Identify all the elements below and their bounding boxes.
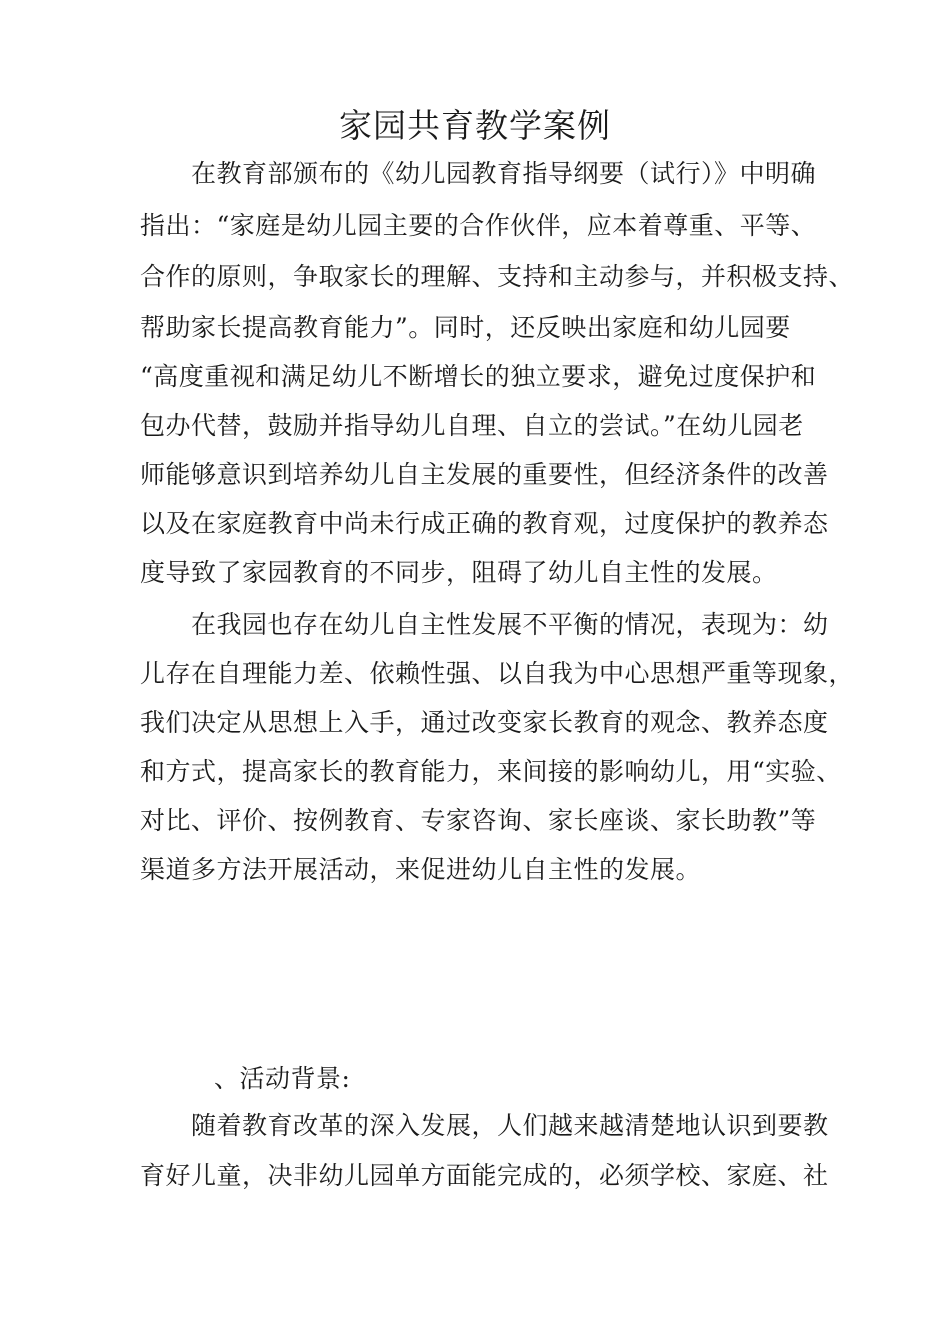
section-heading: 、活动背景:	[214, 1064, 351, 1093]
paragraph-line: 育好儿童，决非幼儿园单方面能完成的，必须学校、家庭、社	[140, 1161, 829, 1190]
paragraph-line: 对比、评价、按例教育、专家咨询、家长座谈、家长助教”等	[140, 806, 817, 835]
paragraph-line: 合作的原则，争取家长的理解、支持和主动参与，并积极支持、	[140, 262, 855, 291]
paragraph-line: “高度重视和满足幼儿不断增长的独立要求，避免过度保护和	[140, 362, 817, 391]
paragraph-line: 儿存在自理能力差、依赖性强、以自我为中心思想严重等现象，	[140, 659, 855, 688]
paragraph-line: 师能够意识到培养幼儿自主发展的重要性，但经济条件的改善	[140, 460, 829, 489]
paragraph-line: 渠道多方法开展活动，来促进幼儿自主性的发展。	[140, 855, 702, 884]
paragraph-line: 在教育部颁布的《幼儿园教育指导纲要（试行）》中明确	[191, 159, 817, 188]
paragraph-line: 和方式，提高家长的教育能力，来间接的影响幼儿，用“实验、	[140, 757, 842, 786]
document-title: 家园共育教学案例	[339, 106, 611, 145]
paragraph-line: 在我园也存在幼儿自主性发展不平衡的情况，表现为：幼	[191, 610, 829, 639]
paragraph-line: 帮助家长提高教育能力”。同时，还反映出家庭和幼儿园要	[140, 313, 791, 342]
paragraph-line: 指出：“家庭是幼儿园主要的合作伙伴，应本着尊重、平等、	[140, 211, 817, 240]
paragraph-line: 以及在家庭教育中尚未行成正确的教育观，过度保护的教养态	[140, 509, 829, 538]
paragraph-line: 随着教育改革的深入发展，人们越来越清楚地认识到要教	[191, 1111, 829, 1140]
paragraph-line: 我们决定从思想上入手，通过改变家长教育的观念、教养态度	[140, 708, 829, 737]
paragraph-line: 度导致了家园教育的不同步，阻碍了幼儿自主性的发展。	[140, 558, 778, 587]
paragraph-line: 包办代替，鼓励并指导幼儿自理、自立的尝试。”在幼儿园老	[140, 411, 804, 440]
